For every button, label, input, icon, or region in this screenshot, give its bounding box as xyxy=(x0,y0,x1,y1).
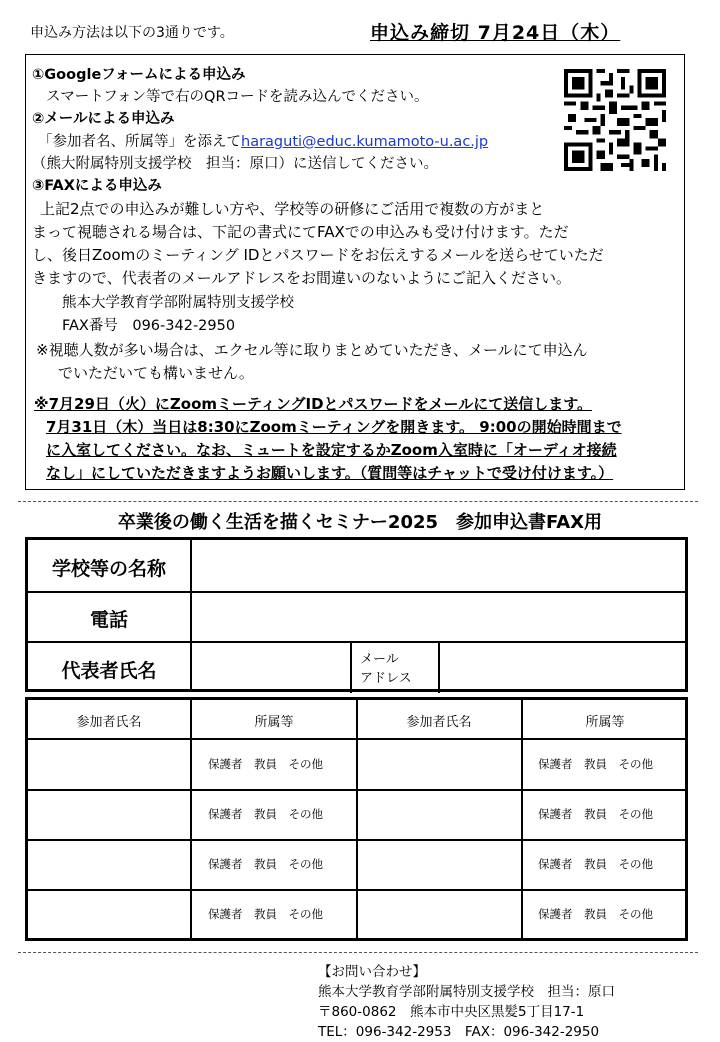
affiliation-options[interactable] xyxy=(208,806,323,822)
method2-recipient: （熊大附属特別支援学校 担当：原口）に送信してください。 xyxy=(32,156,438,172)
option-guardian[interactable]: 保護者 xyxy=(208,807,243,821)
option-other[interactable]: その他 xyxy=(288,807,323,821)
col-divider xyxy=(190,540,192,689)
col-divider xyxy=(356,700,358,938)
contact-phone-fax: TEL：096-342-2953 FAX：096-342-2950 xyxy=(318,1024,600,1040)
option-teacher[interactable]: 教員 xyxy=(584,907,607,921)
phone-label: 電話 xyxy=(89,609,128,631)
participant-name-header: 参加者氏名 xyxy=(76,715,142,730)
method3-line: 上記2点での申込みが難しい方や、学校等の研修にご活用で複数の方がまと xyxy=(40,200,545,218)
method1-title: ①Googleフォームによる申込み xyxy=(32,67,246,83)
option-other[interactable]: その他 xyxy=(288,907,323,921)
option-teacher[interactable]: 教員 xyxy=(254,907,277,921)
email-link[interactable]: haraguti@educ.kumamoto-u.ac.jp xyxy=(241,134,489,150)
note-line: ※視聴人数が多い場合は、エクセル等に取りまとめていただき、メールにて申込ん xyxy=(36,341,588,359)
method3-line: まって視聴される場合は、下記の書式にてFAXでの申込みも受け付けます。ただ xyxy=(32,223,569,241)
representative-label: 代表者氏名 xyxy=(61,660,157,682)
col-divider xyxy=(350,641,352,693)
method2-title: ②メールによる申込み xyxy=(32,111,175,127)
fax-number: FAX番号 096-342-2950 xyxy=(62,318,236,334)
option-guardian[interactable]: 保護者 xyxy=(208,907,243,921)
affiliation-options[interactable] xyxy=(538,806,653,822)
option-other[interactable]: その他 xyxy=(618,757,653,771)
affiliation-options[interactable] xyxy=(208,906,323,922)
option-guardian[interactable]: 保護者 xyxy=(208,757,243,771)
form-title: 卒業後の働く生活を描くセミナー2025 参加申込書FAX用 xyxy=(117,512,603,533)
col-divider xyxy=(190,700,192,938)
contact-school: 熊本大学教育学部附属特別支援学校 担当：原口 xyxy=(318,984,615,1000)
notice-line: に入室してください。なお、ミュートを設定するかZoom入室時に「オーディオ接続 xyxy=(46,441,617,459)
affiliation-options[interactable] xyxy=(538,756,653,772)
school-name-field[interactable] xyxy=(193,540,685,590)
affiliation-options[interactable] xyxy=(208,756,323,772)
fax-school: 熊本大学教育学部附属特別支援学校 xyxy=(62,295,294,311)
option-other[interactable]: その他 xyxy=(618,807,653,821)
cut-line xyxy=(18,952,698,953)
notice-line: なし」にしていただきますようお願いします。（質問等はチャットで受け付けます。） xyxy=(46,464,614,482)
method3-line: きますので、代表者のメールアドレスをお間違いのないようにご記入ください。 xyxy=(32,269,571,287)
affiliation-header: 所属等 xyxy=(254,715,294,730)
email-label xyxy=(360,650,412,688)
method2-text: 「参加者名、所属等」を添えて xyxy=(38,134,241,150)
cut-line xyxy=(18,501,698,502)
option-teacher[interactable]: 教員 xyxy=(584,807,607,821)
option-guardian[interactable]: 保護者 xyxy=(538,757,573,771)
school-name-label: 学校等の名称 xyxy=(51,558,166,580)
contact-address: 〒860-0862 熊本市中央区黒髪5丁目17-1 xyxy=(318,1004,585,1020)
option-teacher[interactable]: 教員 xyxy=(254,857,277,871)
deadline-heading: 申込み締切 7月24日（木） xyxy=(370,22,621,44)
method3-line: し、後日Zoomのミーティング IDとパスワードをお伝えするメールを送らせていただ xyxy=(32,246,604,264)
qr-code-icon[interactable] xyxy=(564,69,666,171)
affiliation-header: 所属等 xyxy=(585,715,625,730)
participant-name-header: 参加者氏名 xyxy=(406,715,472,730)
method1-text: スマートフォン等で右のQRコードを読み込んでください。 xyxy=(46,89,429,105)
option-other[interactable]: その他 xyxy=(618,857,653,871)
option-guardian[interactable]: 保護者 xyxy=(538,857,573,871)
affiliation-options[interactable] xyxy=(538,906,653,922)
option-guardian[interactable]: 保護者 xyxy=(538,907,573,921)
col-divider xyxy=(521,700,523,938)
method2-line xyxy=(38,130,488,151)
col-divider xyxy=(438,641,440,693)
option-teacher[interactable]: 教員 xyxy=(584,757,607,771)
participants-table xyxy=(25,697,688,941)
option-other[interactable]: その他 xyxy=(288,757,323,771)
option-teacher[interactable]: 教員 xyxy=(584,857,607,871)
method3-title: ③FAXによる申込み xyxy=(32,178,162,194)
phone-field[interactable] xyxy=(193,593,685,640)
instructions-box xyxy=(25,54,685,490)
option-other[interactable]: その他 xyxy=(288,857,323,871)
option-guardian[interactable]: 保護者 xyxy=(538,807,573,821)
notice-line: 7月31日（木）当日は8:30にZoomミーティングを開きます。 9:00の開始時間まで xyxy=(46,418,622,436)
representative-table xyxy=(25,537,688,692)
option-teacher[interactable]: 教員 xyxy=(254,757,277,771)
contact-heading: 【お問い合わせ】 xyxy=(318,964,426,980)
email-field[interactable] xyxy=(441,643,685,690)
email-label-line: メール xyxy=(360,652,399,667)
option-teacher[interactable]: 教員 xyxy=(254,807,277,821)
notice-line: ※7月29日（火）にZoomミーティングIDとパスワードをメールにて送信します。 xyxy=(34,395,593,413)
option-guardian[interactable]: 保護者 xyxy=(208,857,243,871)
representative-field[interactable] xyxy=(193,643,348,690)
intro-text: 申込み方法は以下の3通りです。 xyxy=(30,25,234,41)
note-line: でいただいても構いません。 xyxy=(58,364,254,382)
contact-block xyxy=(318,962,615,1042)
email-label-line: アドレス xyxy=(360,671,412,686)
affiliation-options[interactable] xyxy=(538,856,653,872)
affiliation-options[interactable] xyxy=(208,856,323,872)
option-other[interactable]: その他 xyxy=(618,907,653,921)
